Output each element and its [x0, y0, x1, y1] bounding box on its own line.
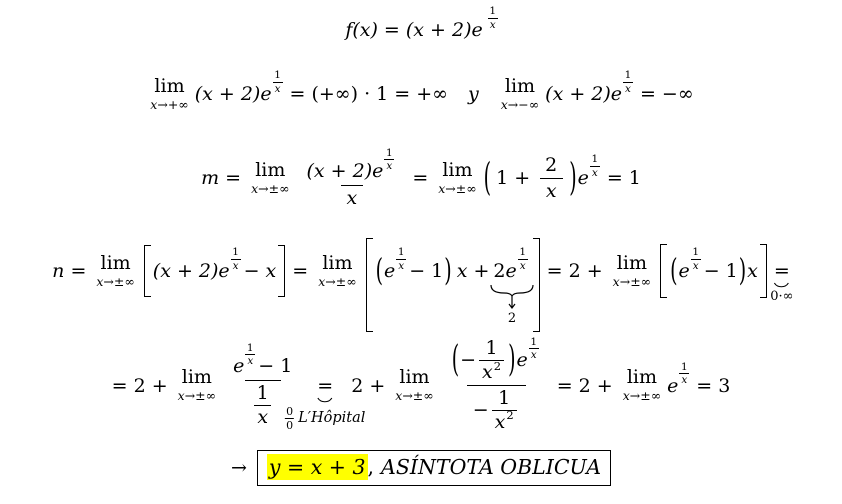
euler-e: e: [667, 374, 679, 397]
limit-x-to-pm-inf: [395, 368, 433, 402]
minus-sign: −: [460, 349, 477, 372]
equals-zero-times-inf: [770, 260, 794, 304]
eq2-end: = −∞: [639, 83, 694, 105]
minus-sign: −: [472, 398, 489, 421]
lhopital-annotation: [285, 397, 365, 432]
exponent-fraction: [679, 361, 689, 386]
lim-subscript: x→±∞: [177, 388, 217, 404]
fraction-denominator: [479, 360, 504, 384]
eq4-g1-tail: − x: [243, 260, 277, 282]
right-paren: ): [444, 253, 452, 289]
eq4-g2-x-plus: x +: [456, 260, 490, 282]
eq3-inner-fraction: [539, 153, 563, 204]
right-bracket: [760, 244, 767, 298]
result-box: [257, 450, 611, 486]
eq1-exponent-fraction: [488, 5, 498, 30]
eq5-end: = 3: [696, 374, 731, 397]
lim-subscript: x→±∞: [251, 180, 290, 196]
limit-x-to-pm-inf: [251, 158, 290, 196]
equation-line-2: [0, 62, 842, 126]
right-bracket-tall: [533, 238, 540, 332]
lim-subscript: x→±∞: [612, 273, 652, 289]
implies-arrow: →: [230, 457, 247, 479]
limit-x-to-minus-inf: [500, 74, 540, 112]
left-paren: (: [483, 156, 492, 200]
euler-e: e: [577, 167, 589, 189]
eq4-g3-x: x: [747, 260, 758, 282]
indeterminate-annotation: [770, 282, 793, 303]
exp-den: x: [591, 166, 598, 179]
equals-sign: =: [773, 260, 790, 282]
equation-line-4: [0, 229, 842, 326]
asymptote-equation: y = x + 3: [268, 455, 366, 479]
lim-word: lim: [181, 366, 212, 389]
exp-num: 1: [692, 246, 700, 259]
exp-den: x: [692, 259, 699, 272]
fraction-denominator: [245, 380, 281, 430]
eq5-lead: = 2 +: [111, 374, 168, 397]
lhopital-label: L′Hôpital: [298, 409, 366, 426]
eq3-main-fraction: [301, 146, 404, 211]
eq3-one-plus: 1 +: [496, 167, 531, 189]
coefficient-2: 2: [493, 260, 506, 282]
eq5-fraction-after-lhopital: [445, 336, 548, 434]
nested-fraction: [492, 387, 517, 434]
exp-den: x: [386, 159, 393, 172]
zero-over-zero: [285, 405, 294, 432]
lim-subscript: x→+∞: [150, 96, 189, 112]
lim-word: lim: [154, 74, 185, 97]
spanish-conjunction-y: y: [468, 83, 479, 105]
fraction-denominator: [467, 385, 526, 435]
exp-num: 1: [246, 342, 254, 355]
fraction-numerator: 1: [498, 387, 511, 409]
equals-lhopital: [286, 374, 366, 432]
exponent-fraction: [529, 336, 539, 361]
exp-den: x: [232, 259, 239, 272]
eq2-exponent-1: [273, 69, 283, 94]
exp-den: x: [681, 374, 688, 386]
equals-sign: =: [317, 374, 334, 397]
exponent-fraction: [590, 153, 600, 178]
equation-line-5: [0, 337, 842, 434]
left-paren: (: [451, 339, 460, 381]
underbrace-value: 2: [507, 310, 517, 326]
left-bracket: [144, 245, 151, 297]
minus-one: − 1: [258, 355, 293, 378]
exp-num: 1: [680, 360, 688, 373]
exp-num: 1: [397, 246, 405, 259]
lim-word: lim: [322, 251, 353, 274]
eq5-two-plus: 2 +: [351, 374, 386, 397]
lim-word: lim: [100, 251, 131, 274]
squared-exponent: 2: [493, 358, 502, 373]
exp-num: 1: [591, 153, 599, 166]
limit-x-to-pm-inf: [96, 251, 135, 289]
eq5-equals-two-plus: = 2 +: [556, 374, 613, 397]
eq2-exponent-2: [623, 69, 633, 94]
fraction-denominator: x: [540, 178, 563, 204]
equation-line-6: [0, 447, 842, 489]
right-bracket: [278, 245, 285, 297]
exponent-fraction: [518, 246, 528, 271]
exp-den: x: [489, 18, 496, 31]
euler-e: e: [516, 349, 528, 372]
equals-sign: =: [412, 167, 429, 189]
exp-den: x: [247, 355, 254, 368]
equation-line-3: [0, 133, 842, 223]
limit-x-to-pm-inf: [178, 368, 216, 402]
small-underbrace-icon: [317, 397, 333, 403]
exp-num: 1: [274, 69, 281, 82]
left-bracket-tall: [366, 238, 373, 332]
eq4-g2-minus-one: − 1: [409, 260, 444, 282]
lim-subscript: x→−∞: [500, 96, 540, 112]
lim-word: lim: [255, 158, 286, 181]
lim-word: lim: [442, 158, 473, 181]
fraction-numerator: [301, 146, 404, 185]
comma: ,: [367, 455, 375, 479]
nested-fraction: [479, 337, 504, 384]
exponent-fraction: [691, 246, 701, 271]
bracket-group-1: [144, 245, 285, 297]
squared-exponent: 2: [506, 408, 514, 423]
eq2-expr1: (x + 2)e: [194, 83, 272, 105]
fraction-numerator: 1: [485, 337, 498, 360]
underbraced-term: [493, 246, 530, 326]
bracket-group-3: [660, 244, 767, 298]
exp-num: 1: [489, 5, 497, 18]
right-paren: ): [738, 253, 747, 289]
fraction-denominator: [492, 410, 517, 434]
exp-den: x: [530, 349, 537, 362]
right-paren: ): [569, 156, 577, 200]
exponent-fraction: [396, 246, 406, 271]
exp-num: 1: [232, 246, 239, 259]
lim-subscript: x→±∞: [438, 180, 477, 196]
asymptote-label: ASÍNTOTA OBLICUA: [381, 455, 602, 479]
eq3-lhs: m =: [201, 167, 242, 189]
fraction-numerator: 2: [545, 153, 558, 176]
limit-x-to-plus-inf: [150, 74, 189, 112]
equals-sign: =: [292, 260, 309, 282]
indeterminate-form: 0·∞: [770, 289, 794, 304]
fraction-numerator: 1: [256, 382, 269, 405]
exponent-fraction: [231, 246, 241, 271]
nested-fraction: [254, 382, 272, 429]
eq4-g1-body: (x + 2)e: [152, 260, 230, 282]
lim-subscript: x→±∞: [395, 388, 434, 404]
left-paren: (: [375, 253, 384, 289]
lim-word: lim: [626, 366, 657, 389]
fraction-denominator: x: [254, 405, 271, 429]
lim-word: lim: [399, 366, 430, 389]
left-bracket: [660, 244, 667, 298]
underbrace-arrow-icon: [489, 284, 535, 310]
exp-num: 1: [624, 69, 632, 82]
fraction-numerator: [227, 341, 298, 380]
euler-e: e: [233, 355, 245, 378]
small-underbrace-icon: [774, 282, 790, 288]
equation-line-1: [0, 4, 842, 56]
lim-subscript: x→±∞: [622, 388, 662, 404]
x-variable: x: [482, 361, 493, 384]
limit-x-to-pm-inf: [318, 251, 357, 289]
fraction-numerator: 0: [286, 404, 294, 418]
euler-e: e: [505, 260, 517, 282]
lim-subscript: x→±∞: [96, 273, 135, 289]
eq3-frac-num: (x + 2)e: [306, 159, 384, 182]
exp-den: x: [625, 82, 631, 95]
right-paren: ): [508, 339, 516, 381]
lhopital-row: [285, 405, 365, 432]
eq4-two-plus: = 2 +: [546, 260, 603, 282]
eq3-end: = 1: [606, 167, 641, 189]
exponent-fraction: [245, 342, 255, 367]
limit-x-to-pm-inf: [438, 158, 477, 196]
eq2-middle: = (+∞) · 1 = +∞: [289, 83, 449, 105]
left-paren: (: [670, 253, 678, 289]
euler-e: e: [384, 260, 396, 282]
exp-den: x: [398, 259, 405, 272]
lim-word: lim: [504, 74, 536, 97]
euler-e: e: [678, 260, 690, 282]
exp-num: 1: [386, 146, 393, 159]
bracket-group-2: [366, 224, 540, 326]
eq3-frac-den: x: [341, 185, 364, 211]
exp-den: x: [274, 82, 281, 95]
lim-subscript: x→±∞: [318, 273, 357, 289]
exponent-fraction: [384, 147, 394, 172]
eq4-g3-minus-one: − 1: [703, 260, 738, 282]
eq1-body: f(x) = (x + 2)e: [345, 19, 483, 41]
eq4-lhs: n =: [52, 260, 87, 282]
exp-num: 1: [530, 336, 538, 349]
underbrace-annotation: [489, 284, 535, 325]
limit-x-to-pm-inf: [623, 368, 661, 402]
lim-word: lim: [616, 251, 647, 274]
fraction-denominator: 0: [286, 418, 294, 432]
exp-den: x: [519, 259, 526, 272]
limit-x-to-pm-inf: [612, 251, 652, 289]
exp-num: 1: [519, 246, 527, 259]
x-variable: x: [494, 410, 506, 433]
underbraced-content: [493, 246, 530, 283]
eq2-expr2: (x + 2)e: [545, 83, 623, 105]
fraction-numerator: [445, 336, 548, 385]
